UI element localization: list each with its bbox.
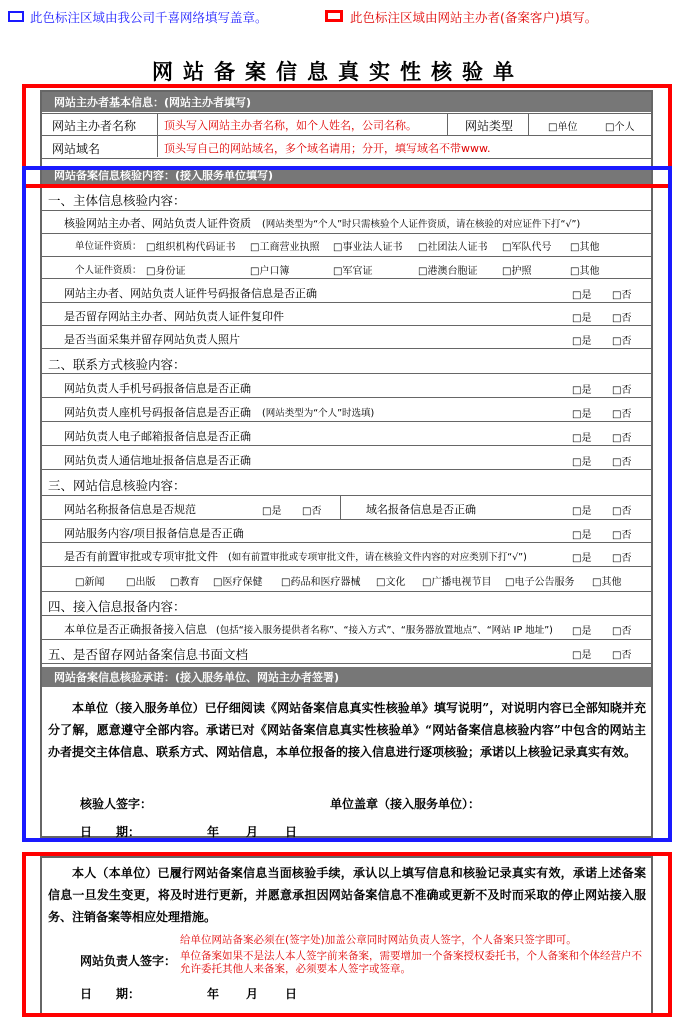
promise-month: 月 xyxy=(246,825,259,839)
q-id-numbers-no[interactable]: □否 xyxy=(612,290,632,301)
q-email-yes[interactable]: □是 xyxy=(572,433,592,444)
q-approval-note: (如有前置审批或专项审批文件，请在核验文件内容的对应类别下打“√”) xyxy=(228,552,527,563)
q-landline-note: (网站类型为“个人”时选填) xyxy=(262,408,375,419)
q-copies: 是否留存网站主办者、网站负责人证件复印件 xyxy=(64,310,284,323)
site-type-label: 网站类型 xyxy=(465,119,514,133)
q-domain-info-yes[interactable]: □是 xyxy=(572,506,592,517)
owner-day: 日 xyxy=(285,987,298,1001)
owner-sign-label: 网站负责人签字： xyxy=(80,954,177,968)
person-cred-passport[interactable]: □护照 xyxy=(502,266,532,277)
red-owner-region xyxy=(22,852,672,1017)
red-legend-box xyxy=(325,10,343,22)
owner-month: 月 xyxy=(246,987,259,1001)
section-5-title: 五、是否留存网站备案信息书面文档 xyxy=(48,647,249,662)
q-domain-info-no[interactable]: □否 xyxy=(612,506,632,517)
approval-culture[interactable]: □文化 xyxy=(376,577,406,588)
q-landline-no[interactable]: □否 xyxy=(612,409,632,420)
q-copies-no[interactable]: □否 xyxy=(612,313,632,324)
verifier-sign-label: 核验人签字： xyxy=(80,797,153,811)
owner-note-delegate: 单位备案如果不是法人本人签字前来备案，需要增加一个备案授权委托书，个人备案和个体经营户不允许委托其他人来备案，必须要本人签字或签章。 xyxy=(180,950,642,975)
sponsor-name-value[interactable]: 顶头写入网站主办者名称，如个人姓名，公司名称。 xyxy=(164,119,417,132)
q-photo: 是否当面采集并留存网站负责人照片 xyxy=(64,333,240,346)
approval-drugs[interactable]: □药品和医疗器械 xyxy=(281,577,361,588)
blue-legend-text: 此色标注区域由我公司千喜网络填写盖章。 xyxy=(30,10,268,25)
q-archive-yes[interactable]: □是 xyxy=(572,650,592,661)
approval-news[interactable]: □新闻 xyxy=(75,577,105,588)
red-legend-text: 此色标注区域由网站主办者(备案客户)填写。 xyxy=(350,10,598,25)
unit-cred-org-code[interactable]: □组织机构代码证书 xyxy=(146,242,236,253)
document-title: 网站备案信息真实性核验单 xyxy=(152,59,524,84)
q-service-yes[interactable]: □是 xyxy=(572,530,592,541)
q-credentials-note: (网站类型为“个人”时只需核验个人证件资质，请在核验的对应证件下打“√”) xyxy=(262,219,581,230)
promise-date-label: 日 期： xyxy=(80,825,141,839)
verify-header-bar: 网站备案信息核验内容：(接入服务单位填写) xyxy=(42,166,651,184)
approval-bbs[interactable]: □电子公告服务 xyxy=(505,577,575,588)
q-service: 网站服务内容/项目报备信息是否正确 xyxy=(64,527,244,540)
domain-label: 网站域名 xyxy=(52,142,101,156)
q-site-name-yes[interactable]: □是 xyxy=(262,506,282,517)
q-email: 网站负责人电子邮箱报备信息是否正确 xyxy=(64,430,251,443)
q-mobile-yes[interactable]: □是 xyxy=(572,385,592,396)
q-id-numbers-yes[interactable]: □是 xyxy=(572,290,592,301)
person-cred-other[interactable]: □其他 xyxy=(570,266,600,277)
q-service-no[interactable]: □否 xyxy=(612,530,632,541)
unit-cred-other[interactable]: □其他 xyxy=(570,242,600,253)
owner-year: 年 xyxy=(207,987,220,1001)
promise-paragraph: 本单位（接入服务单位）已仔细阅读《网站备案信息真实性核验单》填写说明”，对说明内容已全部知晓并充分了解，愿意遵守全部内容。承诺已对《网站备案信息真实性核验单》“网站备案信息核验内容”中包含的网站主办者提交主体信息、联系方式、网站信息，本单位报备的接入信息进行逐项核验；承诺以上核验记录真实有效。 xyxy=(48,701,646,759)
q-approval: 是否有前置审批或专项审批文件 xyxy=(64,550,218,563)
q-photo-yes[interactable]: □是 xyxy=(572,336,592,347)
unit-cred-association[interactable]: □社团法人证书 xyxy=(418,242,488,253)
q-access-info-no[interactable]: □否 xyxy=(612,626,632,637)
promise-header-bar: 网站备案信息核验承诺：(接入服务单位、网站主办者签署) xyxy=(42,667,651,687)
person-cred-officer[interactable]: □军官证 xyxy=(333,266,373,277)
q-access-info-yes[interactable]: □是 xyxy=(572,626,592,637)
section-2-title: 二、联系方式核验内容： xyxy=(48,357,186,372)
site-type-unit-checkbox[interactable]: □单位 xyxy=(548,122,578,133)
q-mobile-no[interactable]: □否 xyxy=(612,385,632,396)
blue-verify-region xyxy=(22,166,672,842)
person-cred-hk-tw[interactable]: □港澳台胞证 xyxy=(418,266,478,277)
q-photo-no[interactable]: □否 xyxy=(612,336,632,347)
q-domain-info: 域名报备信息是否正确 xyxy=(366,503,476,516)
q-archive-no[interactable]: □否 xyxy=(612,650,632,661)
q-address-yes[interactable]: □是 xyxy=(572,457,592,468)
q-id-numbers: 网站主办者、网站负责人证件号码报备信息是否正确 xyxy=(64,287,317,300)
person-cred-household[interactable]: □户口簿 xyxy=(250,266,290,277)
q-approval-yes[interactable]: □是 xyxy=(572,553,592,564)
q-access-info: 本单位是否正确报备接入信息 xyxy=(64,623,207,636)
unit-cred-institution[interactable]: □事业法人证书 xyxy=(333,242,403,253)
section-3-title: 三、网站信息核验内容： xyxy=(48,478,186,493)
unit-seal-label: 单位盖章（接入服务单位）： xyxy=(330,797,481,811)
q-mobile: 网站负责人手机号码报备信息是否正确 xyxy=(64,382,251,395)
site-type-person-checkbox[interactable]: □个人 xyxy=(605,122,635,133)
section-1-title: 一、主体信息核验内容： xyxy=(48,193,186,208)
person-cred-id-card[interactable]: □身份证 xyxy=(146,266,186,277)
approval-other[interactable]: □其他 xyxy=(592,577,622,588)
owner-note-seal: 给单位网站备案必须在(签字处)加盖公章同时网站负责人签字，个人备案只签字即可。 xyxy=(180,934,577,946)
q-site-name: 网站名称报备信息是否规范 xyxy=(64,503,196,516)
q-landline-yes[interactable]: □是 xyxy=(572,409,592,420)
approval-medical[interactable]: □医疗保健 xyxy=(213,577,263,588)
domain-value[interactable]: 顶头写自己的网站域名，多个域名请用；分开，填写域名不带www. xyxy=(164,142,491,155)
q-copies-yes[interactable]: □是 xyxy=(572,313,592,324)
q-site-name-no[interactable]: □否 xyxy=(302,506,322,517)
q-address-no[interactable]: □否 xyxy=(612,457,632,468)
q-credentials: 核验网站主办者、网站负责人证件资质 xyxy=(64,217,251,230)
sponsor-name-label: 网站主办者名称 xyxy=(52,119,137,133)
sponsor-header-bar: 网站主办者基本信息：(网站主办者填写) xyxy=(42,92,651,112)
owner-paragraph: 本人（本单位）已履行网站备案信息当面核验手续，承认以上填写信息和核验记录真实有效，承诺上述备案信息一旦发生变更，将及时进行更新，并愿意承担因网站备案信息不准确或更新不及时而采取的停止网站接入服务、注销备案等相应处理措施。 xyxy=(48,866,646,924)
q-landline: 网站负责人座机号码报备信息是否正确 xyxy=(64,406,251,419)
unit-cred-business-license[interactable]: □工商营业执照 xyxy=(250,242,320,253)
q-access-info-note: (包括“接入服务提供者名称”、“接入方式”、“服务器放置地点”、“网站 IP 地址”) xyxy=(216,625,553,636)
q-email-no[interactable]: □否 xyxy=(612,433,632,444)
blue-legend-box xyxy=(8,11,24,22)
unit-cred-military[interactable]: □军队代号 xyxy=(502,242,552,253)
owner-date-label: 日 期： xyxy=(80,987,141,1001)
approval-broadcast[interactable]: □广播电视节目 xyxy=(422,577,492,588)
approval-education[interactable]: □教育 xyxy=(170,577,200,588)
section-4-title: 四、接入信息报备内容： xyxy=(48,599,186,614)
person-cred-label: 个人证件资质： xyxy=(75,265,142,276)
unit-cred-label: 单位证件资质： xyxy=(75,241,142,252)
approval-publishing[interactable]: □出版 xyxy=(126,577,156,588)
promise-day: 日 xyxy=(285,825,298,839)
q-approval-no[interactable]: □否 xyxy=(612,553,632,564)
q-address: 网站负责人通信地址报备信息是否正确 xyxy=(64,454,251,467)
promise-year: 年 xyxy=(207,825,220,839)
